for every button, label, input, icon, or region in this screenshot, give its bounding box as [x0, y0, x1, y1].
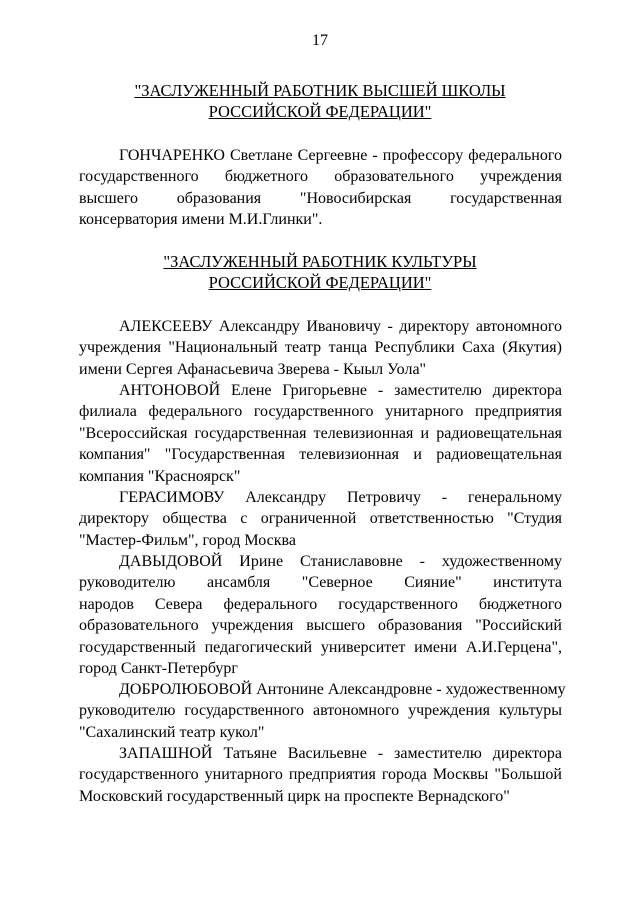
- award-entry-dobrolyubova: [79, 679, 566, 743]
- heading-line: РОССИЙСКОЙ ФЕДЕРАЦИИ": [208, 273, 432, 292]
- award-entry-davydova: [79, 551, 562, 679]
- entry-line: АНТОНОВОЙ Елене Григорьевне - заместителю директора: [119, 382, 562, 399]
- entry-line: консерватория имени М.И.Глинки".: [79, 211, 323, 229]
- entry-line: АЛЕКСЕЕВУ Александру Ивановичу - директору автономного: [119, 318, 562, 335]
- entry-line: государственный педагогический университет имени А.И.Герцена",: [79, 638, 562, 656]
- award-entry-alekseev: [79, 316, 562, 380]
- award-entry-zapashnaya: [79, 743, 562, 807]
- entry-line: "Сахалинский театр кукол": [79, 723, 265, 741]
- entry-line: директору общества с ограниченной ответственностью "Студия: [79, 510, 562, 528]
- entry-line: компания "Красноярск": [79, 467, 241, 485]
- entry-line: образовательного учреждения высшего образования "Российский: [79, 617, 562, 635]
- heading-line: РОССИЙСКОЙ ФЕДЕРАЦИИ": [208, 102, 432, 121]
- entry-line: "Всероссийская государственная телевизионная и радиовещательная: [79, 424, 562, 442]
- entry-line: государственного бюджетного образовательного учреждения: [79, 168, 562, 186]
- section-heading-higher-school: [0, 80, 640, 122]
- award-entry-goncharenko: [79, 145, 562, 231]
- entry-line: государственного унитарного предприятия города Москвы "Большой: [79, 766, 562, 784]
- entry-line: ГЕРАСИМОВУ Александру Петровичу - генеральному: [119, 489, 562, 506]
- entry-line: Московский государственный цирк на проспекте Вернадского": [79, 787, 510, 805]
- entry-line: "Мастер-Фильм", город Москва: [79, 531, 296, 549]
- entry-line: учреждения "Национальный театр танца Республики Саха (Якутия): [79, 339, 562, 357]
- entry-line: ДОБРОЛЮБОВОЙ Антонине Александровне - художественному: [119, 681, 566, 698]
- section-heading-culture: [0, 251, 640, 293]
- entry-line: ЗАПАШНОЙ Татьяне Васильевне - заместителю директора: [119, 745, 562, 762]
- entry-line: город Санкт-Петербург: [79, 659, 238, 677]
- entry-line: руководителю государственного автономного учреждения культуры: [79, 702, 562, 720]
- entry-line: филиала федерального государственного унитарного предприятия: [79, 403, 562, 421]
- heading-line: "ЗАСЛУЖЕННЫЙ РАБОТНИК КУЛЬТУРЫ: [163, 252, 477, 271]
- entry-line: высшего образования "Новосибирская государственная: [79, 189, 562, 207]
- award-entry-gerasimov: [79, 487, 562, 551]
- entry-line: ДАВЫДОВОЙ Ирине Станиславовне - художественному: [119, 553, 562, 570]
- entry-line: ГОНЧАРЕНКО Светлане Сергеевне - профессору федерального: [119, 147, 562, 164]
- entry-line: народов Севера федерального государственного бюджетного: [79, 595, 562, 613]
- entry-line: имени Сергея Афанасьевича Зверева - Кыыл Уола": [79, 360, 427, 378]
- entry-line: руководителю ансамбля "Северное Сияние" института: [79, 574, 562, 592]
- page-number: 17: [312, 32, 328, 49]
- entry-line: компания" "Государственная телевизионная и радиовещательная: [79, 446, 562, 464]
- heading-line: "ЗАСЛУЖЕННЫЙ РАБОТНИК ВЫСШЕЙ ШКОЛЫ: [134, 81, 506, 100]
- award-entry-antonova: [79, 380, 562, 487]
